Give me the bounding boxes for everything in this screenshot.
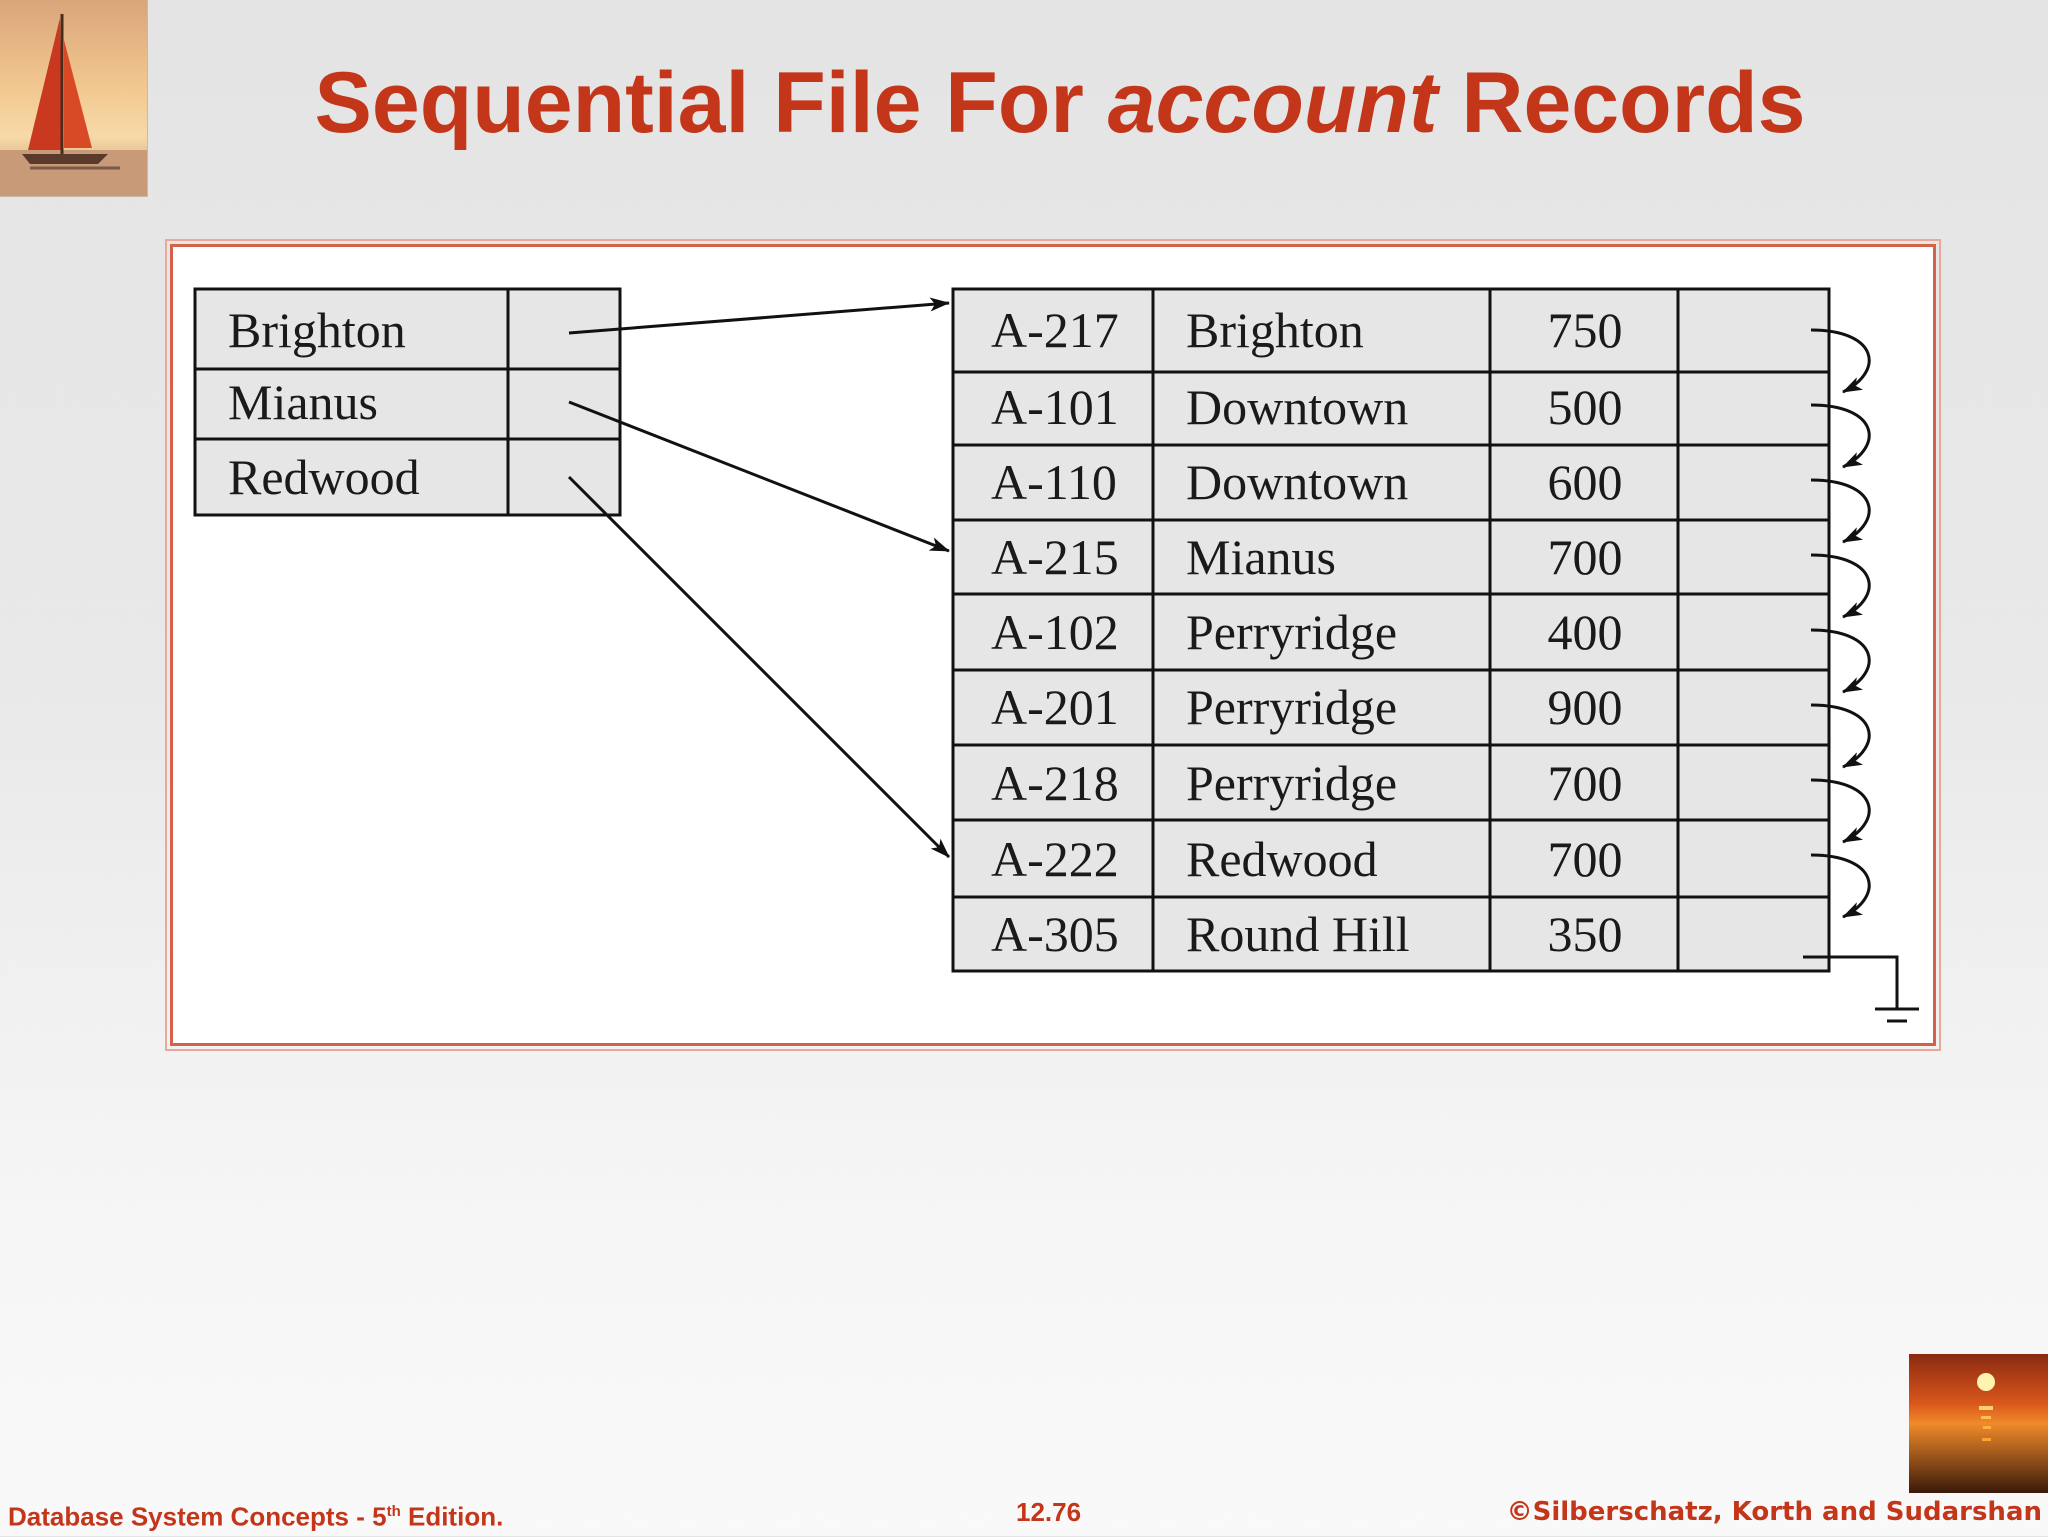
index-pointer-arrow xyxy=(569,477,949,857)
account-number: A-215 xyxy=(991,529,1119,585)
account-number: A-101 xyxy=(991,379,1119,435)
branch-name: Perryridge xyxy=(1186,604,1398,660)
title-part-1: Sequential File For xyxy=(314,55,1108,151)
sunset-photo xyxy=(1909,1354,2048,1493)
footer-book-title xyxy=(8,1492,503,1532)
copyright-notice: ©Silberschatz, Korth and Sudarshan xyxy=(1506,1497,2042,1527)
balance: 400 xyxy=(1547,604,1623,660)
slide-title xyxy=(200,48,1920,158)
title-italic-word: account xyxy=(1107,55,1438,151)
index-pointer-arrow xyxy=(569,303,949,333)
balance: 900 xyxy=(1547,679,1623,735)
balance: 750 xyxy=(1547,302,1623,358)
title-part-2: Records xyxy=(1437,55,1806,151)
branch-name: Mianus xyxy=(1186,529,1336,585)
index-key: Brighton xyxy=(228,302,406,358)
account-number: A-110 xyxy=(991,454,1117,510)
sequential-file-diagram xyxy=(173,247,1933,1043)
branch-name: Downtown xyxy=(1186,379,1409,435)
branch-name: Redwood xyxy=(1186,831,1378,887)
branch-name: Downtown xyxy=(1186,454,1409,510)
branch-name: Perryridge xyxy=(1186,755,1398,811)
index-pointer-arrow xyxy=(569,402,949,551)
footer-edition-suffix: Edition. xyxy=(400,1501,504,1532)
index-table xyxy=(195,289,620,515)
balance: 500 xyxy=(1547,379,1623,435)
account-number: A-102 xyxy=(991,604,1119,660)
balance: 700 xyxy=(1547,755,1623,811)
account-number: A-201 xyxy=(991,679,1119,735)
index-key: Redwood xyxy=(228,449,420,505)
branch-name: Brighton xyxy=(1186,302,1364,358)
account-number: A-217 xyxy=(991,302,1119,358)
branch-name: Round Hill xyxy=(1186,906,1410,962)
footer-book-name: Database System Concepts - 5 xyxy=(8,1501,387,1532)
index-pointer-arrows xyxy=(569,303,949,857)
account-file-table xyxy=(953,289,1829,971)
page-number: 12.76 xyxy=(1016,1497,1082,1527)
balance: 350 xyxy=(1547,906,1623,962)
sailboat-logo xyxy=(0,0,148,197)
balance: 700 xyxy=(1547,831,1623,887)
branch-name: Perryridge xyxy=(1186,679,1398,735)
figure-frame xyxy=(170,244,1936,1046)
footer-edition-superscript: th xyxy=(386,1503,401,1520)
account-number: A-218 xyxy=(991,755,1119,811)
balance: 600 xyxy=(1547,454,1623,510)
balance: 700 xyxy=(1547,529,1623,585)
account-number: A-222 xyxy=(991,831,1119,887)
index-key: Mianus xyxy=(228,374,378,430)
account-number: A-305 xyxy=(991,906,1119,962)
